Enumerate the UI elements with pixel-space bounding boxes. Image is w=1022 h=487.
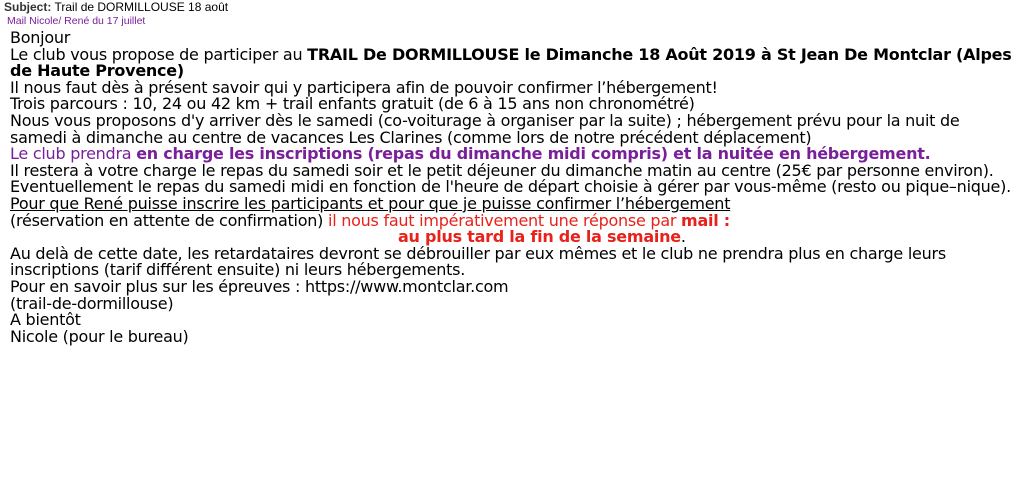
email-subtitle: Mail Nicole/ René du 17 juillet <box>7 15 146 27</box>
more-info-text: Pour en savoir plus sur les épreuves : <box>10 276 305 296</box>
trail-name: (trail-de-dormillouse) <box>10 293 174 313</box>
late-paragraph: Au delà de cette date, les retardataires devront se débrouiller par eux mêmes et le club ne prendra plus en charge leurs inscriptions (tarif différent ensuite) ni leurs hébergements. <box>10 243 946 280</box>
event-title: TRAIL De DORMILLOUSE le Dimanche 18 Août 2019 à St Jean De Montclar (Alpes de Haute Provence) <box>10 44 1012 81</box>
intro-text: Le club vous propose de participer au <box>10 44 308 64</box>
deadline-date: au plus tard la fin de la semaine <box>398 227 681 247</box>
subject-label: Subject: <box>4 0 52 14</box>
deadline-mail: mail : <box>681 210 730 230</box>
intro-paragraph <box>10 44 1018 81</box>
montclar-link[interactable]: https://www.montclar.com <box>304 276 509 296</box>
club-coverage-bold: en charge les inscriptions (repas du dimanche midi compris) et la nuitée en hébergement. <box>136 144 931 164</box>
email-body <box>10 30 1018 345</box>
subject-text: Trail de DORMILLOUSE 18 août <box>54 0 229 14</box>
deadline-warning: il nous faut impérativement une réponse par <box>328 210 682 230</box>
greeting: Bonjour <box>10 28 71 47</box>
deadline-underlined: Pour que René puisse inscrire les participants et pour que je puisse confirmer l’hébergement <box>10 193 731 213</box>
deadline-reservation: (réservation en attente de confirmation) <box>10 210 328 230</box>
deadline-paragraph <box>10 193 1018 247</box>
arrival-paragraph: Nous vous proposons d'y arriver dès le samedi (co-voiturage à organiser par la suite) ; hébergement prévu pour la nuit de samedi à dimanche au centre de vacances Les Clarines (comme lors de notre précédent déplacement) <box>10 110 960 147</box>
saturday-lunch-paragraph: Eventuellement le repas du samedi midi en fonction de l'heure de départ choisie à gérer par vous-même (resto ou pique–nique). <box>10 177 1011 197</box>
subject-line <box>4 0 1022 15</box>
more-info-paragraph <box>10 276 1018 296</box>
email-header <box>0 0 1022 28</box>
confirmation-paragraph: Il nous faut dès à présent savoir qui y participera afin de pouvoir confirmer l’hébergement! <box>10 77 718 97</box>
costs-paragraph: Il restera à votre charge le repas du samedi soir et le petit déjeuner du dimanche matin au centre (25€ par personne environ). <box>10 160 994 180</box>
club-coverage-lead: Le club prendra <box>10 144 137 164</box>
deadline-period: . <box>680 227 686 247</box>
sign-off: A bientôt <box>10 310 81 330</box>
signature: Nicole (pour le bureau) <box>10 326 189 346</box>
courses-paragraph: Trois parcours : 10, 24 ou 42 km + trail enfants gratuit (de 6 à 15 ans non chronométré) <box>10 94 695 114</box>
